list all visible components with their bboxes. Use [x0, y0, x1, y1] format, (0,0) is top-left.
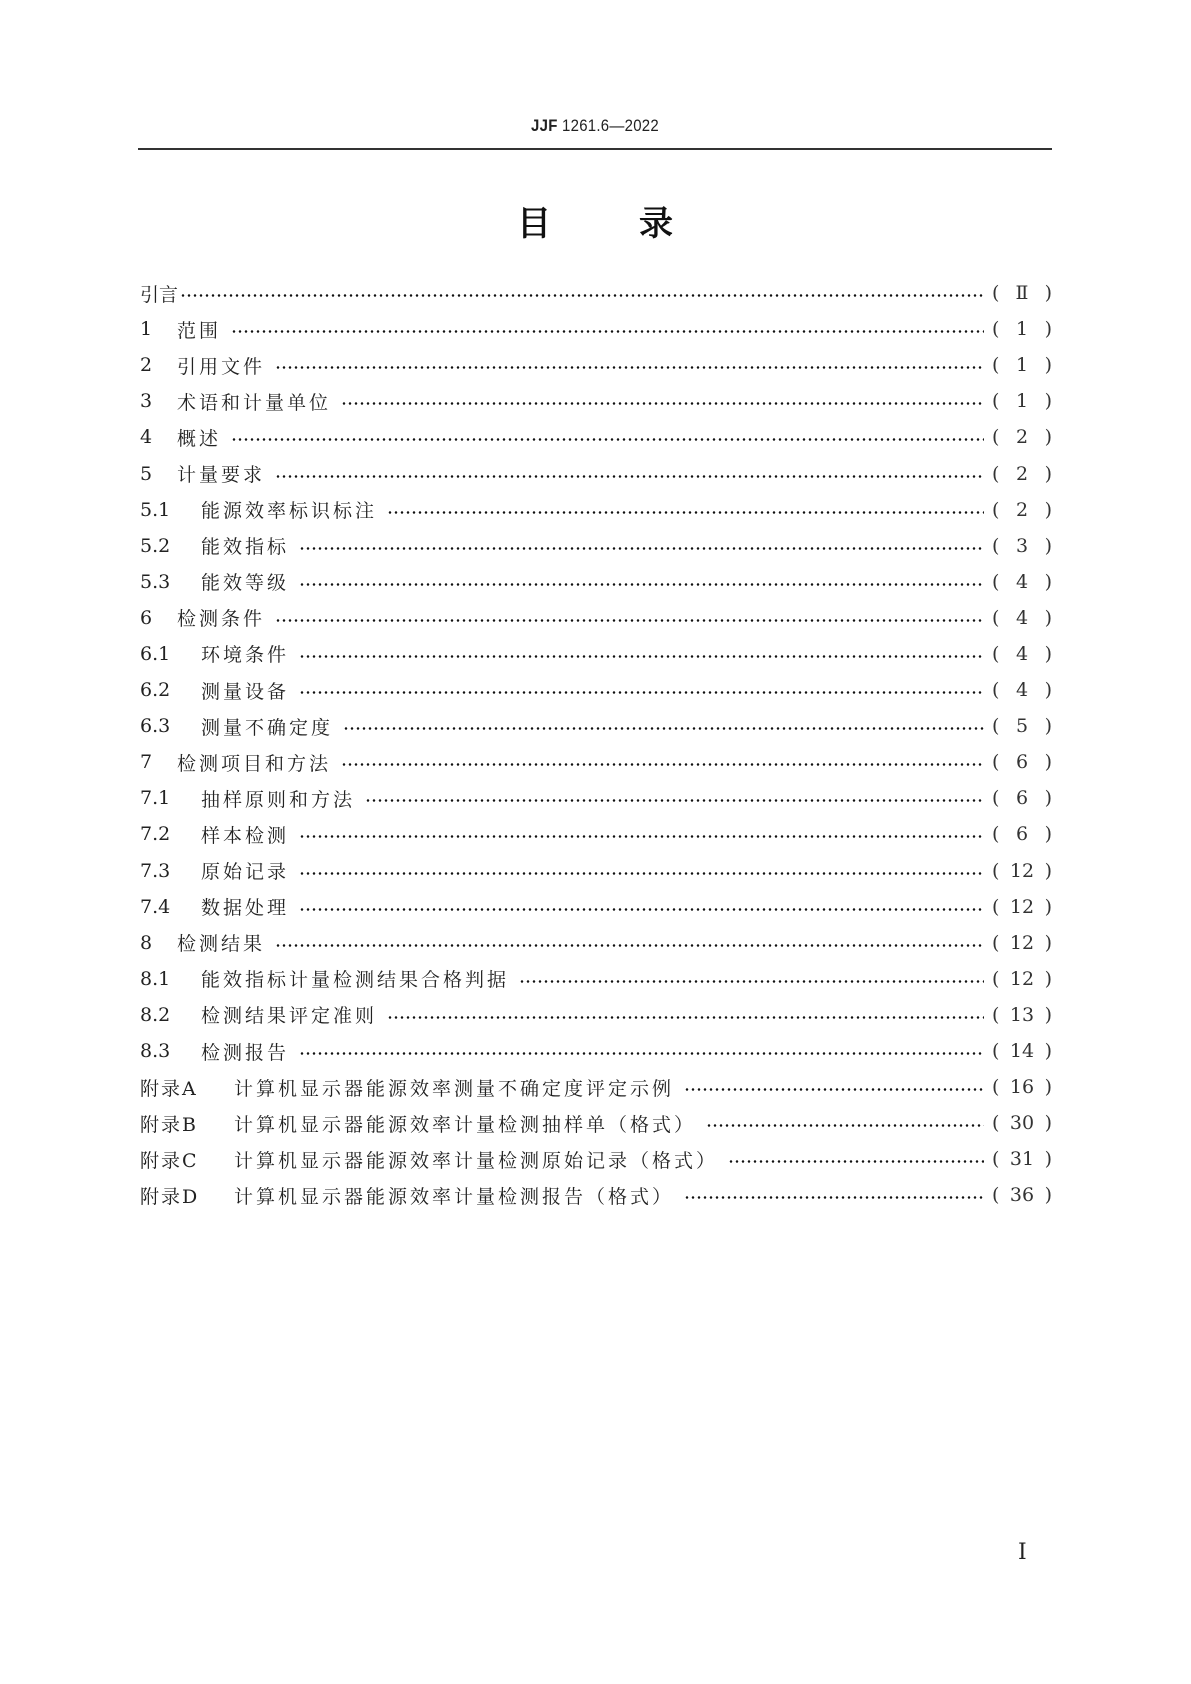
open-paren: ( — [992, 570, 1000, 593]
close-paren: ) — [1044, 967, 1052, 990]
toc-entry-page — [992, 715, 1052, 737]
toc-entry[interactable] — [140, 744, 1052, 780]
close-paren: ) — [1044, 642, 1052, 665]
toc-entry-label: 概述 — [177, 427, 222, 450]
open-paren: ( — [992, 1003, 1000, 1026]
toc-entry-label: 能效指标 — [201, 536, 290, 559]
page-ref: 4 — [1015, 642, 1029, 665]
close-paren: ) — [1044, 534, 1052, 557]
toc-entry[interactable] — [140, 492, 1052, 528]
toc-entry-page — [992, 932, 1052, 954]
page-ref: 4 — [1015, 606, 1029, 629]
dot-leader — [299, 572, 984, 592]
toc-entry-label: 能效等级 — [201, 572, 290, 595]
dot-leader — [365, 788, 984, 808]
toc-entry-page — [992, 968, 1052, 990]
toc-entry-number: 5.2 — [140, 534, 171, 557]
toc-entry-number: 附录B — [140, 1113, 198, 1136]
close-paren: ) — [1044, 787, 1052, 810]
dot-leader — [299, 897, 984, 917]
toc-entry-label: 检测结果评定准则 — [201, 1005, 378, 1028]
toc-entry-label: 计算机显示器能源效率测量不确定度评定示例 — [234, 1077, 675, 1100]
toc-entry-label: 引用文件 — [177, 355, 266, 378]
toc-entry-page — [992, 1148, 1052, 1170]
toc-entry-label: 样本检测 — [201, 824, 290, 847]
toc-entry-page — [992, 787, 1052, 809]
page-ref: 12 — [1009, 967, 1035, 990]
toc-entry-label: 抽样原则和方法 — [201, 788, 356, 811]
toc-entry-label: 环境条件 — [201, 644, 290, 667]
dot-leader — [299, 824, 984, 844]
dot-leader — [231, 427, 984, 447]
toc-entry-number: 6 — [140, 606, 153, 629]
toc-entry[interactable] — [140, 816, 1052, 852]
toc-entry-label: 范围 — [177, 319, 222, 342]
close-paren: ) — [1044, 1040, 1052, 1063]
open-paren: ( — [992, 354, 1000, 377]
toc-entry-page — [992, 463, 1052, 485]
toc-entry-label: 原始记录 — [201, 861, 290, 884]
toc-entry-page — [992, 499, 1052, 521]
toc-entry-number: 8 — [140, 931, 153, 954]
toc-entry-number: 2 — [140, 354, 153, 377]
toc-entry-number: 5.3 — [140, 570, 171, 593]
page-ref: Ⅱ — [1015, 282, 1029, 305]
toc-entry-page — [992, 282, 1052, 304]
page-number: I — [1018, 1540, 1027, 1565]
dot-leader — [231, 319, 984, 339]
toc-entry-label: 引言 — [140, 283, 179, 306]
toc-entry-page — [992, 571, 1052, 593]
toc-entry-page — [992, 426, 1052, 448]
open-paren: ( — [992, 715, 1000, 738]
toc-entry-number: 7.4 — [140, 895, 171, 918]
dot-leader — [275, 608, 984, 628]
page-ref: 1 — [1015, 390, 1029, 413]
toc-entry[interactable] — [140, 853, 1052, 889]
toc-entry[interactable] — [140, 347, 1052, 383]
toc-entry-page — [992, 318, 1052, 340]
dot-leader — [387, 1005, 984, 1025]
toc-entry[interactable] — [140, 1141, 1052, 1177]
toc-entry-page — [992, 354, 1052, 376]
open-paren: ( — [992, 751, 1000, 774]
page-ref: 2 — [1015, 498, 1029, 521]
toc-entry-page — [992, 1184, 1052, 1206]
close-paren: ) — [1044, 715, 1052, 738]
toc-entry-page — [992, 607, 1052, 629]
dot-leader — [728, 1149, 984, 1169]
dot-leader — [684, 1185, 984, 1205]
standard-prefix: JJF — [531, 116, 558, 135]
toc-entry[interactable] — [140, 889, 1052, 925]
toc-entry-label: 检测条件 — [177, 608, 266, 631]
toc-entry[interactable] — [140, 780, 1052, 816]
page-ref: 2 — [1015, 426, 1029, 449]
toc-entry[interactable] — [140, 455, 1052, 491]
page-ref: 3 — [1015, 534, 1029, 557]
open-paren: ( — [992, 679, 1000, 702]
toc-entry-number: 1 — [140, 318, 153, 341]
toc-entry-label: 计算机显示器能源效率计量检测原始记录（格式） — [234, 1149, 719, 1172]
open-paren: ( — [992, 462, 1000, 485]
toc-entry-page — [992, 390, 1052, 412]
toc-entry-page — [992, 535, 1052, 557]
table-of-contents — [140, 275, 1052, 1213]
page-ref: 13 — [1009, 1003, 1035, 1026]
page-ref: 31 — [1009, 1148, 1035, 1171]
toc-entry-number: 5 — [140, 462, 153, 485]
toc-entry[interactable] — [140, 997, 1052, 1033]
toc-entry-number: 7.2 — [140, 823, 171, 846]
open-paren: ( — [992, 1148, 1000, 1171]
toc-entry-label: 测量设备 — [201, 680, 290, 703]
toc-entry[interactable] — [140, 1177, 1052, 1213]
close-paren: ) — [1044, 1076, 1052, 1099]
open-paren: ( — [992, 318, 1000, 341]
toc-entry-page — [992, 896, 1052, 918]
dot-leader — [341, 752, 984, 772]
toc-entry-label: 计算机显示器能源效率计量检测抽样单（格式） — [234, 1113, 697, 1136]
close-paren: ) — [1044, 679, 1052, 702]
close-paren: ) — [1044, 606, 1052, 629]
toc-entry-label: 测量不确定度 — [201, 716, 334, 739]
page-ref: 4 — [1015, 679, 1029, 702]
toc-entry-label: 计量要求 — [177, 464, 266, 487]
toc-entry-number: 7.3 — [140, 859, 171, 882]
toc-entry-label: 计算机显示器能源效率计量检测报告（格式） — [234, 1185, 675, 1208]
open-paren: ( — [992, 642, 1000, 665]
dot-leader — [299, 861, 984, 881]
toc-entry[interactable] — [140, 672, 1052, 708]
toc-entry-number: 6.1 — [140, 642, 171, 665]
toc-entry-label: 检测报告 — [201, 1041, 290, 1064]
close-paren: ) — [1044, 318, 1052, 341]
open-paren: ( — [992, 1112, 1000, 1135]
toc-entry[interactable] — [140, 961, 1052, 997]
page-ref: 6 — [1015, 787, 1029, 810]
dot-leader — [387, 500, 984, 520]
close-paren: ) — [1044, 498, 1052, 521]
toc-entry-label: 能效指标计量检测结果合格判据 — [201, 969, 510, 992]
toc-entry-number: 附录A — [140, 1077, 198, 1100]
dot-leader — [299, 644, 984, 664]
page-ref: 5 — [1015, 715, 1029, 738]
page-ref: 12 — [1009, 895, 1035, 918]
close-paren: ) — [1044, 354, 1052, 377]
dot-leader — [706, 1113, 984, 1133]
toc-entry-number: 8.3 — [140, 1040, 171, 1063]
dot-leader — [299, 680, 984, 700]
close-paren: ) — [1044, 1184, 1052, 1207]
toc-entry-number: 6.2 — [140, 679, 171, 702]
close-paren: ) — [1044, 823, 1052, 846]
close-paren: ) — [1044, 895, 1052, 918]
dot-leader — [299, 1041, 984, 1061]
open-paren: ( — [992, 823, 1000, 846]
toc-entry[interactable] — [140, 311, 1052, 347]
toc-entry-number: 7.1 — [140, 787, 171, 810]
open-paren: ( — [992, 931, 1000, 954]
page-title — [138, 196, 1052, 245]
toc-entry-number: 4 — [140, 426, 153, 449]
close-paren: ) — [1044, 1112, 1052, 1135]
open-paren: ( — [992, 498, 1000, 521]
toc-entry-page — [992, 823, 1052, 845]
close-paren: ) — [1044, 751, 1052, 774]
open-paren: ( — [992, 534, 1000, 557]
toc-entry-page — [992, 751, 1052, 773]
page-ref: 12 — [1009, 931, 1035, 954]
page-ref: 12 — [1009, 859, 1035, 882]
toc-entry[interactable] — [140, 636, 1052, 672]
dot-leader — [343, 716, 984, 736]
title-char-2: 录 — [639, 204, 673, 244]
header-rule — [138, 148, 1052, 150]
toc-entry[interactable] — [140, 1033, 1052, 1069]
dot-leader — [519, 969, 984, 989]
toc-entry-page — [992, 860, 1052, 882]
close-paren: ) — [1044, 859, 1052, 882]
open-paren: ( — [992, 282, 1000, 305]
open-paren: ( — [992, 1076, 1000, 1099]
page-ref: 1 — [1015, 354, 1029, 377]
open-paren: ( — [992, 967, 1000, 990]
dot-leader — [299, 536, 984, 556]
page-ref: 14 — [1009, 1040, 1035, 1063]
page-ref: 36 — [1009, 1184, 1035, 1207]
document-code-header — [193, 116, 997, 136]
open-paren: ( — [992, 1040, 1000, 1063]
page-ref: 16 — [1009, 1076, 1035, 1099]
dot-leader — [275, 933, 984, 953]
toc-entry-page — [992, 1112, 1052, 1134]
close-paren: ) — [1044, 282, 1052, 305]
toc-entry-number: 3 — [140, 390, 153, 413]
toc-entry-page — [992, 1040, 1052, 1062]
toc-entry[interactable] — [140, 1105, 1052, 1141]
toc-entry-number: 7 — [140, 751, 153, 774]
toc-entry-number: 8.1 — [140, 967, 171, 990]
toc-entry[interactable] — [140, 1069, 1052, 1105]
page-ref: 1 — [1015, 318, 1029, 341]
close-paren: ) — [1044, 426, 1052, 449]
toc-entry[interactable] — [140, 564, 1052, 600]
toc-entry[interactable] — [140, 528, 1052, 564]
close-paren: ) — [1044, 570, 1052, 593]
toc-entry[interactable] — [140, 419, 1052, 455]
toc-entry-number: 8.2 — [140, 1003, 171, 1026]
toc-entry[interactable] — [140, 383, 1052, 419]
toc-entry-number: 6.3 — [140, 715, 171, 738]
toc-entry-page — [992, 1076, 1052, 1098]
close-paren: ) — [1044, 1148, 1052, 1171]
dot-leader — [275, 355, 984, 375]
toc-entry-label: 能源效率标识标注 — [201, 500, 378, 523]
toc-entry[interactable] — [140, 708, 1052, 744]
toc-entry-label: 检测项目和方法 — [177, 752, 332, 775]
toc-entry-number: 5.1 — [140, 498, 171, 521]
page-ref: 6 — [1015, 823, 1029, 846]
toc-entry-label: 术语和计量单位 — [177, 391, 332, 414]
toc-entry[interactable] — [140, 925, 1052, 961]
page-ref: 2 — [1015, 462, 1029, 485]
page-ref: 4 — [1015, 570, 1029, 593]
toc-entry-label: 检测结果 — [177, 933, 266, 956]
close-paren: ) — [1044, 462, 1052, 485]
open-paren: ( — [992, 859, 1000, 882]
toc-entry-label: 数据处理 — [201, 897, 290, 920]
dot-leader — [341, 391, 984, 411]
open-paren: ( — [992, 787, 1000, 810]
open-paren: ( — [992, 426, 1000, 449]
dot-leader — [180, 283, 984, 303]
toc-entry-page — [992, 643, 1052, 665]
open-paren: ( — [992, 895, 1000, 918]
toc-entry-page — [992, 1004, 1052, 1026]
toc-entry-page — [992, 679, 1052, 701]
open-paren: ( — [992, 390, 1000, 413]
standard-number: 1261.6—2022 — [562, 116, 659, 135]
close-paren: ) — [1044, 390, 1052, 413]
toc-entry-number: 附录C — [140, 1149, 199, 1172]
page-ref: 30 — [1009, 1112, 1035, 1135]
toc-entry[interactable] — [140, 600, 1052, 636]
page-ref: 6 — [1015, 751, 1029, 774]
dot-leader — [684, 1077, 984, 1097]
dot-leader — [275, 464, 984, 484]
close-paren: ) — [1044, 1003, 1052, 1026]
close-paren: ) — [1044, 931, 1052, 954]
open-paren: ( — [992, 1184, 1000, 1207]
open-paren: ( — [992, 606, 1000, 629]
title-char-1: 目 — [517, 204, 551, 244]
toc-entry-number: 附录D — [140, 1185, 200, 1208]
toc-entry[interactable] — [140, 275, 1052, 311]
